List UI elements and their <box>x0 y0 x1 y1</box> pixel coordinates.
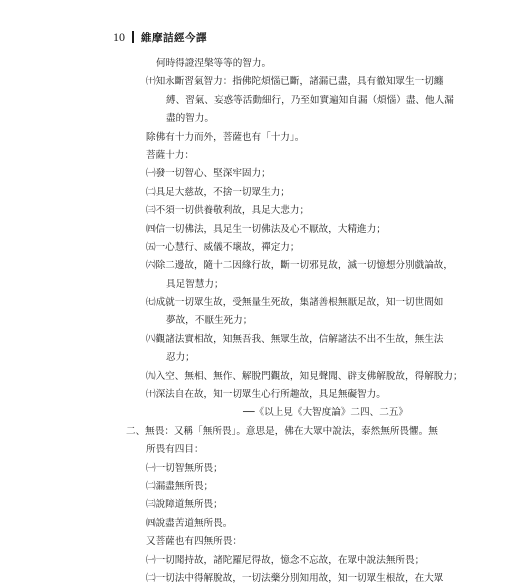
text-line: ㈡一切法中得解脫故，一切法藥分別知用故，知一切眾生根故，在大眾 <box>146 572 444 584</box>
text-line: ㈤一心慧行、威儀不壞故，禪定力； <box>146 241 300 253</box>
text-line: 又菩薩也有四無所畏： <box>146 536 242 548</box>
text-line: ㈨入空、無相、無作、解脫門觀故，知見聲聞、辟支佛解脫故，得解脫力； <box>146 370 463 382</box>
text-line: 何時得證涅槃等等的智力。 <box>156 58 272 69</box>
text-line: ㈩知永斷習氣智力：指佛陀煩惱已斷，諸漏已盡，具有徹知眾生一切纏 <box>146 76 444 88</box>
text-line: ㈡漏盡無所畏； <box>146 480 214 492</box>
text-line: 盡的智力。 <box>166 113 214 125</box>
text-line: ㈩深法自在故，知一切眾生心行所趣故，具足無礙智力。 <box>146 389 386 401</box>
text-line: 縛、習氣、妄惑等活動細行，乃至如實遍知自漏（煩惱）盡、他人漏 <box>166 94 454 106</box>
text-line: ㈡具足大慈故，不捨一切眾生力； <box>146 186 290 198</box>
text-line: ㈢說障道無所畏； <box>146 499 223 511</box>
text-line: 忍力； <box>166 352 195 364</box>
citation-line: ──《以上見《大智度論》二四、二五》 <box>242 407 408 419</box>
text-line: 除佛有十力而外，菩薩也有「十力」。 <box>146 131 305 143</box>
text-line: ㈧觀諸法實相故，知無吾我、無眾生故，信解諸法不出不生故，無生法 <box>146 333 444 345</box>
header-divider <box>132 31 134 43</box>
page-number: 10 <box>113 29 125 44</box>
text-line: ㈠一切聞持故，諸陀羅尼得故，憶念不忘故，在眾中說法無所畏； <box>146 554 425 566</box>
text-line: ㈢不須一切供養敬利故，具足大悲力； <box>146 205 310 217</box>
text-line: ㈣信一切佛法，具足生一切佛法及心不厭故，大精進力； <box>146 223 386 235</box>
text-line: ㈥除二邊故，隨十二因緣行故，斷一切邪見故，滅一切憶想分別戲論故， <box>146 260 453 272</box>
text-line: ㈦成就一切眾生故，受無量生死故，集諸善根無厭足故，知一切世間如 <box>146 297 444 309</box>
text-line: 具足智慧力； <box>166 278 224 290</box>
text-line: ㈠一切智無所畏； <box>146 462 223 474</box>
text-line: 夢故，不厭生死力； <box>166 315 253 327</box>
page-body <box>126 55 463 588</box>
text-line: 菩薩十力： <box>146 149 194 161</box>
page-header <box>113 29 207 45</box>
text-line: ㈣說盡苦道無所畏。 <box>146 517 233 529</box>
book-title: 維摩詰經今譯 <box>141 31 207 44</box>
text-line: ㈠發一切智心、堅深牢固力； <box>146 168 271 180</box>
text-line: 所畏有四目： <box>146 444 204 456</box>
section-heading-line: 二、無畏：又稱「無所畏」。意思是，佛在大眾中說法，泰然無所畏懼。無 <box>126 425 438 437</box>
